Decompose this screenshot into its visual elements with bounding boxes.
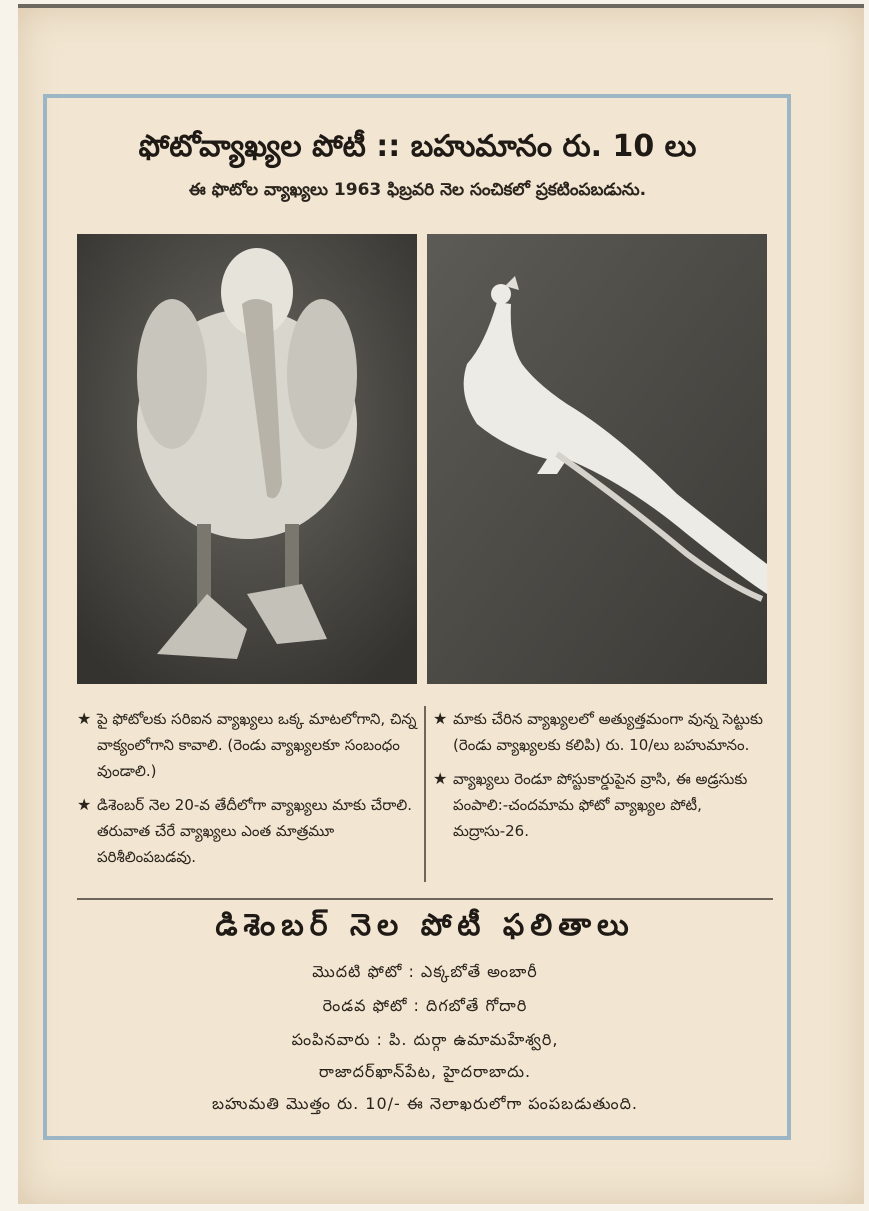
peacock-photo [427,234,767,684]
winner-address: రాజాదర్‌ఖాన్‌పేట, హైదరాబాదు. [318,1062,532,1081]
contest-title: ఫోటోవ్యాఖ్యల పోటీ :: బహుమానం రు. 10 లు [138,129,697,164]
contest-subtitle: ఈ ఫొటోల వ్యాఖ్యలు 1963 ఫిబ్రవరి నెల సంచికలో ప్రకటింపబడును. [188,180,647,200]
rules-left-column [77,706,417,878]
rule-item [77,792,417,870]
results-title: డిశెంబర్ నెల పోటీ ఫలితాలు [215,908,635,943]
star-icon: ★ [77,709,92,728]
star-icon: ★ [433,769,448,788]
star-icon: ★ [433,709,448,728]
pelican-photo [77,234,417,684]
rule-item [77,706,417,784]
rule-text: మాకు చేరిన వ్యాఖ్యలలో అత్యుత్తమంగా వున్న సెట్టుకు (రెండు వ్యాఖ్యలకు కలిపి) రు. 10/లు బహుమానం. [453,710,763,754]
section-divider [77,898,773,900]
rule-text: డిశెంబర్ నెల 20-వ తేదీలోగా వ్యాఖ్యలు మాకు చేరాలి. తరువాత చేరే వ్యాఖ్యలు ఎంత మాత్రమూ పరిశీలింపబడవు. [97,796,413,866]
winner-name: పంపినవారు : పి. దుర్గా ఉమామహేశ్వరి, [291,1030,559,1049]
star-icon: ★ [77,795,92,814]
result-first-photo: మొదటి ఫోటో : ఎక్కబోతే అంబారీ [312,962,538,981]
rule-item [433,766,769,844]
rules-right-column [433,706,769,852]
prize-note: బహుమతి మొత్తం రు. 10/- ఈ నెలాఖరులోగా పంపబడుతుంది. [212,1094,638,1113]
column-divider [424,706,426,882]
rule-item [433,706,769,758]
rule-text: వ్యాఖ్యలు రెండూ పోస్టుకార్డుపైన వ్రాసి, ఈ అడ్రసుకు పంపాలి:-చందమామ ఫోటో వ్యాఖ్యల పోటీ, మద్రాసు-26. [453,770,748,840]
rule-text: పై ఫోటోలకు సరిఐన వ్యాఖ్యలు ఒక్క మాటలోగాని, చిన్న వాక్యంలోగాని కావాలి. (రెండు వ్యాఖ్యలకూ సంబంధం వుండాలి.) [97,710,417,780]
result-second-photo: రెండవ ఫోటో : దిగబోతే గోదారి [322,996,528,1015]
